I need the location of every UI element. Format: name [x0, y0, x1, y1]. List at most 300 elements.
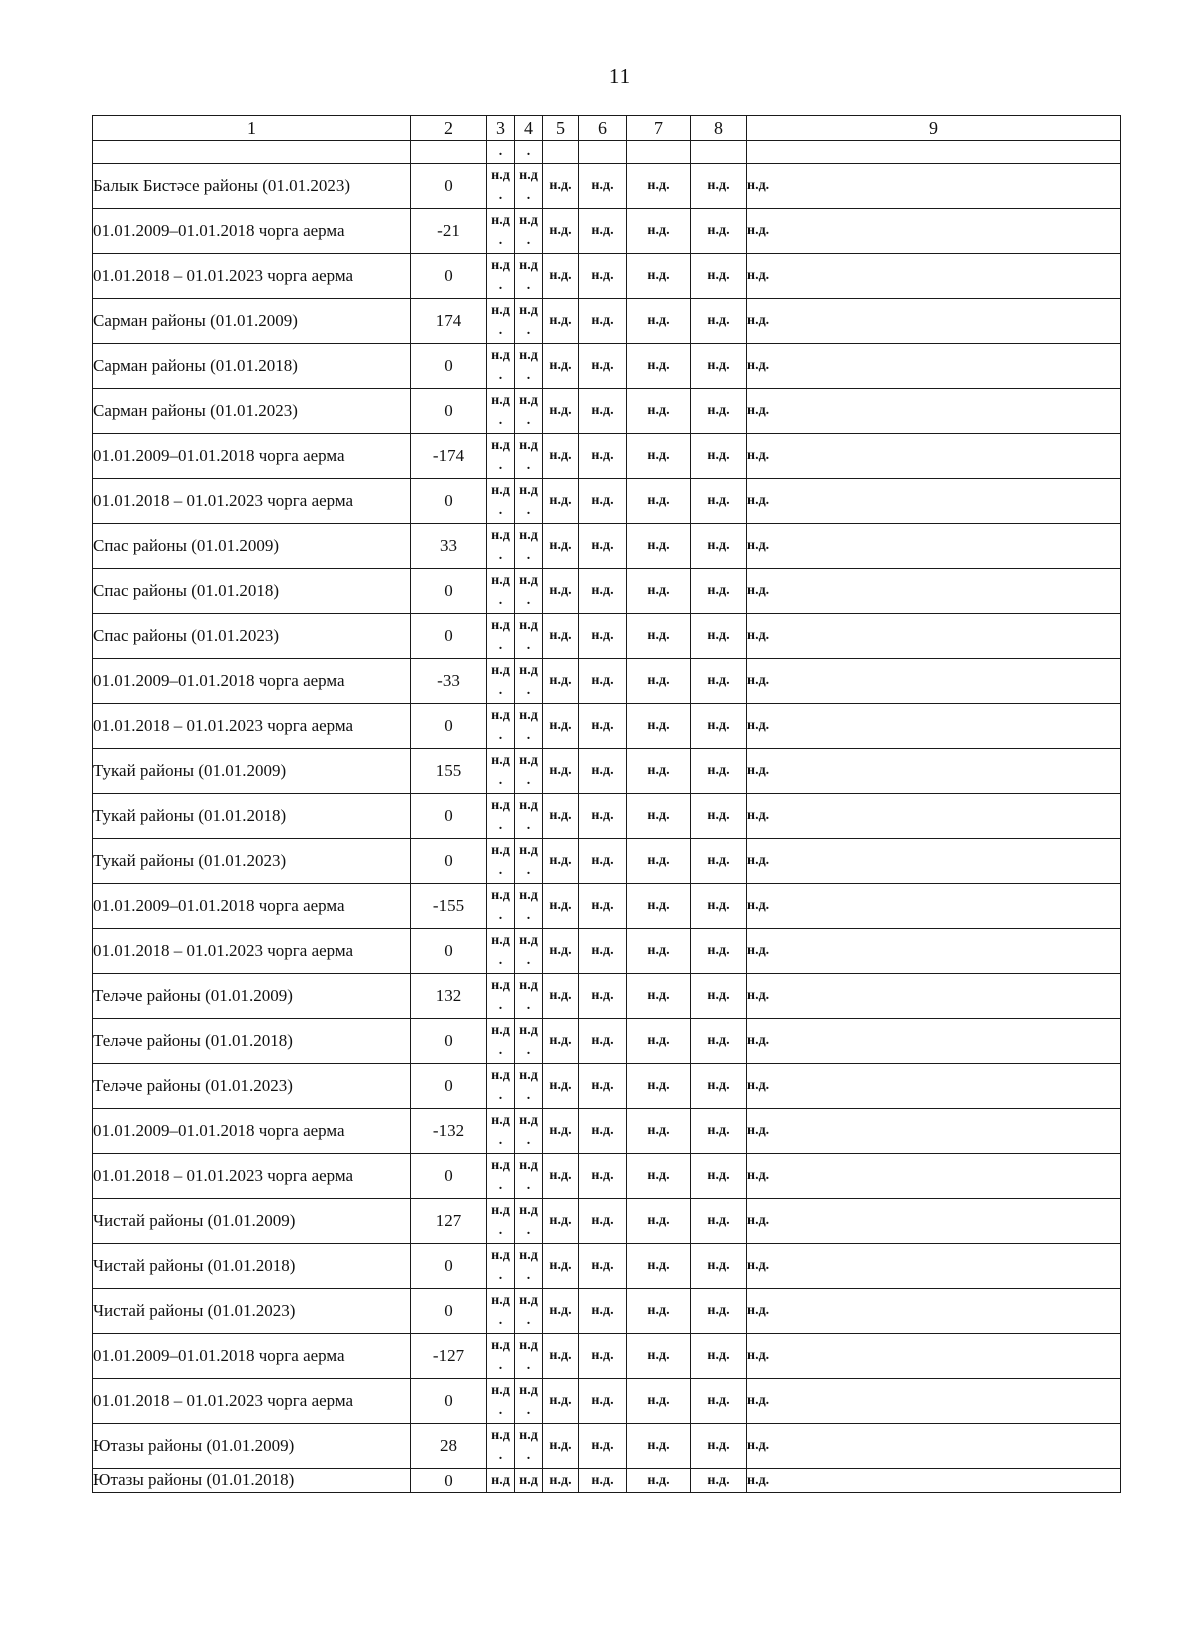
nd-split-bottom: . — [526, 818, 531, 833]
nd-split-top: н.д — [519, 438, 538, 453]
nd-split-bottom: . — [526, 1133, 531, 1148]
nd-split-cell — [515, 524, 543, 569]
nd-split-cell — [515, 389, 543, 434]
nd-split-cell — [515, 1199, 543, 1244]
nd-cell: н.д. — [691, 524, 747, 569]
nd-split-cell — [487, 884, 515, 929]
row-label: Сарман районы (01.01.2023) — [93, 389, 411, 434]
nd-cell: н.д. — [543, 614, 579, 659]
nd-cell: н.д. — [691, 164, 747, 209]
nd-split-top: н.д — [491, 1113, 510, 1128]
nd-cell: н.д. — [627, 794, 691, 839]
row-label: Спас районы (01.01.2009) — [93, 524, 411, 569]
nd-cell: н.д. — [691, 1469, 747, 1493]
nd-cell: н.д. — [627, 1109, 691, 1154]
nd-split-top: н.д — [519, 573, 538, 588]
nd-split-cell — [515, 659, 543, 704]
header-cell: 3 — [487, 116, 515, 141]
nd-split-cell — [515, 434, 543, 479]
row-label: Сарман районы (01.01.2018) — [93, 344, 411, 389]
table-row — [93, 1019, 1121, 1064]
nd-cell: н.д. — [627, 1244, 691, 1289]
row-value: -132 — [411, 1109, 487, 1154]
nd-split-top: н.д — [519, 1293, 538, 1308]
nd-cell: н.д. — [543, 1109, 579, 1154]
nd-split-top: н.д — [491, 798, 510, 813]
nd-cell: н.д. — [627, 1334, 691, 1379]
nd-cell: н.д. — [543, 299, 579, 344]
row-value: 0 — [411, 839, 487, 884]
nd-cell: н.д. — [579, 749, 627, 794]
nd-split-bottom: . — [498, 998, 503, 1013]
nd-split-bottom: . — [526, 1313, 531, 1328]
nd-split-bottom: . — [498, 773, 503, 788]
row-label: Ютазы районы (01.01.2018) — [93, 1469, 411, 1493]
row-label: Теләче районы (01.01.2018) — [93, 1019, 411, 1064]
table-row — [93, 254, 1121, 299]
row-value: 0 — [411, 1244, 487, 1289]
nd-cell: н.д. — [691, 569, 747, 614]
nd-split-top: н.д — [491, 483, 510, 498]
nd-cell: н.д. — [627, 1154, 691, 1199]
nd-cell: н.д. — [627, 254, 691, 299]
nd-cell: н.д. — [543, 884, 579, 929]
nd-cell: н.д. — [579, 704, 627, 749]
row-value: 0 — [411, 389, 487, 434]
nd-split-cell — [487, 1109, 515, 1154]
nd-split-bottom: . — [526, 593, 531, 608]
row-value: 0 — [411, 794, 487, 839]
nd-cell: н.д. — [691, 794, 747, 839]
nd-split-cell — [487, 749, 515, 794]
nd-cell: н.д. — [627, 1424, 691, 1469]
nd-cell: н.д. — [627, 839, 691, 884]
nd-split-top: н.д — [519, 798, 538, 813]
nd-split-cell — [515, 254, 543, 299]
nd-split-bottom: . — [526, 1178, 531, 1193]
nd-cell: н.д. — [691, 1244, 747, 1289]
nd-cell: н.д. — [543, 1199, 579, 1244]
nd-split-cell — [487, 839, 515, 884]
row-value: 0 — [411, 344, 487, 389]
nd-split-bottom: . — [526, 998, 531, 1013]
nd-split-cell — [487, 569, 515, 614]
nd-split-bottom: . — [526, 323, 531, 338]
nd-split-bottom: . — [498, 548, 503, 563]
row-value: -155 — [411, 884, 487, 929]
nd-split-top: н.д — [491, 888, 510, 903]
row-label: 01.01.2009–01.01.2018 чорга аерма — [93, 659, 411, 704]
header-cell: 2 — [411, 116, 487, 141]
table-row — [93, 434, 1121, 479]
nd-cell: н.д. — [747, 1424, 1121, 1469]
nd-split-cell — [515, 1289, 543, 1334]
nd-cell: н.д. — [627, 164, 691, 209]
row-value: 0 — [411, 479, 487, 524]
nd-cell: н.д. — [627, 929, 691, 974]
table-row — [93, 344, 1121, 389]
nd-split-bottom: . — [526, 188, 531, 203]
nd-cell: н.д. — [627, 1199, 691, 1244]
nd-cell: н.д. — [691, 389, 747, 434]
nd-split-cell — [515, 884, 543, 929]
table-row — [93, 1199, 1121, 1244]
nd-cell: н.д. — [691, 1109, 747, 1154]
nd-split-cell — [487, 1064, 515, 1109]
table-row — [93, 1379, 1121, 1424]
table-row — [93, 974, 1121, 1019]
nd-split-bottom: . — [498, 1313, 503, 1328]
nd-cell: н.д. — [543, 479, 579, 524]
nd-cell: н.д. — [747, 1019, 1121, 1064]
page-number: 11 — [608, 64, 632, 88]
header-cell: 4 — [515, 116, 543, 141]
nd-split-cell — [515, 1244, 543, 1289]
nd-split-top: н.д — [491, 843, 510, 858]
row-value: 155 — [411, 749, 487, 794]
nd-cell: н.д. — [747, 839, 1121, 884]
nd-cell: н.д. — [579, 1379, 627, 1424]
nd-cell: н.д. — [747, 794, 1121, 839]
nd-cell: н.д. — [543, 1244, 579, 1289]
nd-split-bottom: . — [526, 413, 531, 428]
nd-cell: н.д. — [627, 1289, 691, 1334]
row-value: 33 — [411, 524, 487, 569]
table-row — [93, 524, 1121, 569]
nd-split-top: н.д — [519, 1068, 538, 1083]
nd-cell: н.д. — [747, 254, 1121, 299]
row-label: Сарман районы (01.01.2009) — [93, 299, 411, 344]
nd-split-top: н.д — [519, 753, 538, 768]
nd-split-top: н.д — [491, 438, 510, 453]
nd-split-top: н.д — [491, 1248, 510, 1263]
nd-split-bottom: . — [498, 233, 503, 248]
row-value: 0 — [411, 1289, 487, 1334]
nd-split-top: н.д — [519, 663, 538, 678]
nd-cell: н.д. — [627, 749, 691, 794]
nd-cell: н.д. — [747, 614, 1121, 659]
nd-split-bottom: . — [526, 1448, 531, 1463]
table-row — [93, 164, 1121, 209]
row-label: 01.01.2009–01.01.2018 чорга аерма — [93, 884, 411, 929]
row-label: 01.01.2018 – 01.01.2023 чорга аерма — [93, 704, 411, 749]
nd-split-bottom: . — [526, 683, 531, 698]
nd-split-cell — [487, 659, 515, 704]
nd-cell: н.д. — [627, 1064, 691, 1109]
nd-cell: н.д. — [627, 389, 691, 434]
nd-cell: н.д. — [543, 974, 579, 1019]
nd-split-cell — [515, 1019, 543, 1064]
nd-cell: н.д. — [579, 209, 627, 254]
nd-split-cell — [487, 164, 515, 209]
nd-split-bottom: . — [526, 548, 531, 563]
nd-split-top: н.д — [491, 1293, 510, 1308]
nd-split-cell — [515, 1109, 543, 1154]
nd-cell: н.д. — [691, 749, 747, 794]
nd-cell: н.д. — [579, 1244, 627, 1289]
row-label: 01.01.2018 – 01.01.2023 чорга аерма — [93, 1379, 411, 1424]
header-cell: 1 — [93, 116, 411, 141]
nd-split-top: н.д — [491, 258, 510, 273]
nd-split-top: н.д — [491, 393, 510, 408]
nd-split-top: н.д — [491, 1383, 510, 1398]
nd-split-top: н.д — [519, 1158, 538, 1173]
nd-split-top: н.д — [491, 978, 510, 993]
nd-cell: н.д. — [747, 1199, 1121, 1244]
nd-cell: н.д. — [543, 1424, 579, 1469]
nd-cell: н.д. — [747, 1109, 1121, 1154]
nd-split-bottom: . — [498, 1043, 503, 1058]
nd-cell: н.д. — [691, 1199, 747, 1244]
nd-split-top: н.д — [519, 888, 538, 903]
table-row — [93, 839, 1121, 884]
nd-cell: н.д. — [691, 1379, 747, 1424]
nd-cell: н.д. — [543, 1154, 579, 1199]
nd-cell: н.д. — [579, 839, 627, 884]
nd-cell: н.д. — [579, 389, 627, 434]
nd-split-bottom: . — [498, 728, 503, 743]
row-value: 0 — [411, 254, 487, 299]
nd-cell: н.д. — [747, 479, 1121, 524]
nd-cell: н.д. — [543, 344, 579, 389]
nd-split-cell — [515, 1154, 543, 1199]
table-row — [93, 659, 1121, 704]
table-row — [93, 479, 1121, 524]
nd-cell: н.д. — [627, 299, 691, 344]
nd-split-bottom: . — [498, 1088, 503, 1103]
nd-split-top: н.д — [491, 1428, 510, 1443]
nd-split-top: н.д — [491, 1023, 510, 1038]
nd-cell: н.д. — [543, 1064, 579, 1109]
nd-split-bottom: . — [498, 1178, 503, 1193]
nd-cell: н.д. — [627, 884, 691, 929]
nd-cell: н.д. — [691, 1154, 747, 1199]
nd-split-top: н.д — [519, 843, 538, 858]
nd-cell: н.д. — [747, 344, 1121, 389]
empty-cell — [93, 141, 411, 164]
nd-cell: н.д. — [579, 434, 627, 479]
nd-cell: н.д. — [747, 884, 1121, 929]
table-row — [93, 1109, 1121, 1154]
nd-split-top: н.д — [519, 483, 538, 498]
header-cell: 5 — [543, 116, 579, 141]
nd-split-cell — [515, 209, 543, 254]
row-label: Балык Бистәсе районы (01.01.2023) — [93, 164, 411, 209]
row-value: 0 — [411, 1019, 487, 1064]
nd-cell: н.д. — [747, 569, 1121, 614]
row-label: Спас районы (01.01.2018) — [93, 569, 411, 614]
nd-split-top: н.д — [491, 1158, 510, 1173]
nd-split-cell — [515, 344, 543, 389]
nd-cell: н.д. — [747, 704, 1121, 749]
nd-split-top: н.д — [491, 663, 510, 678]
row-value: 0 — [411, 164, 487, 209]
nd-split-cell — [515, 704, 543, 749]
nd-cell: н.д. — [627, 524, 691, 569]
nd-split-cell — [487, 1289, 515, 1334]
nd-cell: н.д. — [691, 479, 747, 524]
nd-cell: н.д. — [543, 1289, 579, 1334]
nd-cell: н.д. — [579, 659, 627, 704]
row-label: Спас районы (01.01.2023) — [93, 614, 411, 659]
nd-split-bottom: . — [526, 503, 531, 518]
sub-header-dot: . — [487, 141, 515, 164]
nd-split-top: н.д — [491, 528, 510, 543]
empty-cell — [747, 141, 1121, 164]
nd-cell: н.д. — [579, 1199, 627, 1244]
nd-cell: н.д. — [579, 974, 627, 1019]
nd-split-top: н.д — [519, 213, 538, 228]
nd-cell: н.д. — [627, 1469, 691, 1493]
nd-cell: н.д. — [747, 659, 1121, 704]
nd-split-bottom: . — [498, 1223, 503, 1238]
table-row — [93, 1244, 1121, 1289]
table-row — [93, 1424, 1121, 1469]
nd-cell: н.д. — [691, 1334, 747, 1379]
nd-split-top: н.д — [519, 978, 538, 993]
nd-cell: н.д. — [627, 974, 691, 1019]
row-value: 28 — [411, 1424, 487, 1469]
row-value: -21 — [411, 209, 487, 254]
nd-cell: н.д. — [579, 1154, 627, 1199]
nd-split-top: н.д — [519, 1383, 538, 1398]
data-table — [92, 115, 1121, 1493]
header-cell: 6 — [579, 116, 627, 141]
nd-split-top: н.д — [519, 258, 538, 273]
nd-split-top: н.д — [519, 1203, 538, 1218]
nd-cell: н.д. — [627, 569, 691, 614]
row-value: 0 — [411, 569, 487, 614]
nd-cell: н.д. — [691, 884, 747, 929]
nd-split-top: н.д — [519, 393, 538, 408]
nd-split-top: н.д — [519, 528, 538, 543]
row-label: 01.01.2018 – 01.01.2023 чорга аерма — [93, 1154, 411, 1199]
nd-split-cell — [487, 704, 515, 749]
nd-cell: н.д. — [543, 1379, 579, 1424]
nd-cell: н.д. — [579, 1334, 627, 1379]
nd-cell: н.д. — [691, 344, 747, 389]
nd-split-cell — [487, 209, 515, 254]
nd-split-top: н.д — [519, 1338, 538, 1353]
nd-cell: н.д. — [747, 524, 1121, 569]
nd-split-cell — [515, 1064, 543, 1109]
nd-split-cell — [487, 614, 515, 659]
row-value: 0 — [411, 1154, 487, 1199]
row-value: 0 — [411, 1064, 487, 1109]
row-value: 132 — [411, 974, 487, 1019]
nd-split-cell — [515, 1334, 543, 1379]
nd-split-bottom: . — [526, 368, 531, 383]
nd-cell: н.д. — [543, 659, 579, 704]
nd-cell: н.д. — [627, 1379, 691, 1424]
table-row — [93, 1334, 1121, 1379]
nd-cell: н.д. — [691, 1019, 747, 1064]
nd-split-bottom: . — [526, 863, 531, 878]
row-label: Тукай районы (01.01.2018) — [93, 794, 411, 839]
nd-split-bottom: . — [526, 953, 531, 968]
row-value: -127 — [411, 1334, 487, 1379]
nd-split-bottom: . — [498, 683, 503, 698]
nd-split-top: н.д — [491, 1203, 510, 1218]
nd-cell: н.д. — [579, 299, 627, 344]
nd-cell: н.д. — [579, 479, 627, 524]
table-row — [93, 1289, 1121, 1334]
nd-split-cell — [515, 299, 543, 344]
nd-split-cell — [487, 1199, 515, 1244]
row-value: 0 — [411, 1469, 487, 1493]
empty-cell — [411, 141, 487, 164]
nd-split-bottom: . — [498, 908, 503, 923]
nd-split-top: н.д — [491, 213, 510, 228]
nd-cell: н.д. — [543, 524, 579, 569]
nd-split-cell — [515, 569, 543, 614]
row-value: -33 — [411, 659, 487, 704]
nd-cell: н.д. — [543, 1019, 579, 1064]
nd-cell: н.д. — [691, 1289, 747, 1334]
nd-cell: н.д. — [691, 974, 747, 1019]
nd-split-bottom: . — [498, 1358, 503, 1373]
nd-split-cell — [515, 749, 543, 794]
nd-split-cell — [487, 1019, 515, 1064]
nd-cell: н.д. — [579, 1424, 627, 1469]
nd-cell: н.д. — [579, 884, 627, 929]
nd-cell: н.д. — [747, 1244, 1121, 1289]
nd-cell: н.д. — [691, 299, 747, 344]
nd-split-cell — [487, 929, 515, 974]
nd-split-bottom: . — [498, 323, 503, 338]
nd-split-cell: н.д — [487, 1469, 515, 1493]
nd-split-cell — [515, 164, 543, 209]
nd-cell: н.д. — [543, 704, 579, 749]
row-label: Теләче районы (01.01.2009) — [93, 974, 411, 1019]
nd-split-top: н.д — [491, 303, 510, 318]
nd-split-bottom: . — [526, 1358, 531, 1373]
nd-cell: н.д. — [579, 344, 627, 389]
nd-cell: н.д. — [747, 209, 1121, 254]
nd-split-bottom: . — [526, 233, 531, 248]
nd-cell: н.д. — [543, 164, 579, 209]
nd-cell: н.д. — [691, 434, 747, 479]
nd-split-cell — [487, 479, 515, 524]
nd-split-bottom: . — [498, 413, 503, 428]
nd-cell: н.д. — [579, 1469, 627, 1493]
nd-split-bottom: . — [526, 1088, 531, 1103]
nd-cell: н.д. — [579, 1064, 627, 1109]
nd-split-cell — [487, 434, 515, 479]
nd-cell: н.д. — [747, 1334, 1121, 1379]
row-value: 174 — [411, 299, 487, 344]
nd-cell: н.д. — [627, 1019, 691, 1064]
row-label: 01.01.2018 – 01.01.2023 чорга аерма — [93, 479, 411, 524]
nd-split-cell — [515, 1424, 543, 1469]
row-label: Теләче районы (01.01.2023) — [93, 1064, 411, 1109]
empty-cell — [543, 141, 579, 164]
nd-cell: н.д. — [691, 1064, 747, 1109]
header-cell: 7 — [627, 116, 691, 141]
table-row — [93, 749, 1121, 794]
row-label: 01.01.2018 – 01.01.2023 чорга аерма — [93, 254, 411, 299]
nd-split-bottom: . — [498, 863, 503, 878]
nd-split-cell — [487, 1154, 515, 1199]
nd-split-top: н.д — [491, 348, 510, 363]
nd-split-bottom: . — [498, 1133, 503, 1148]
nd-cell: н.д. — [579, 569, 627, 614]
table-row — [93, 929, 1121, 974]
nd-cell: н.д. — [543, 929, 579, 974]
nd-split-top: н.д — [491, 1338, 510, 1353]
nd-split-top: н.д — [491, 753, 510, 768]
nd-cell: н.д. — [627, 344, 691, 389]
